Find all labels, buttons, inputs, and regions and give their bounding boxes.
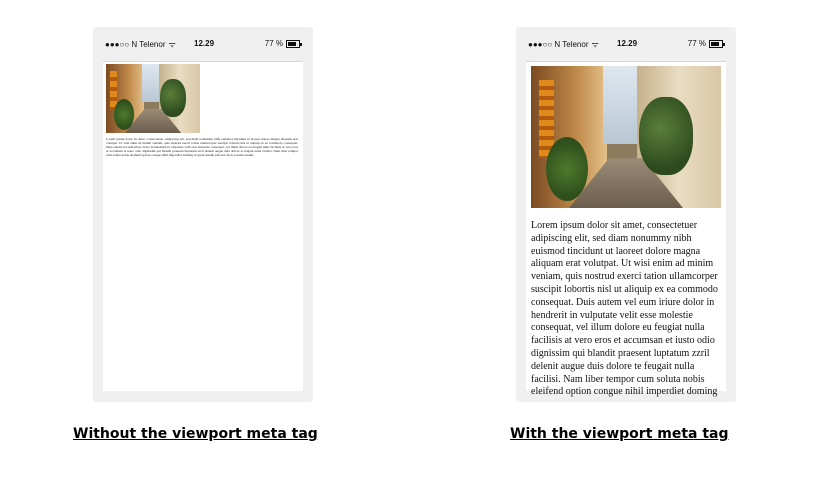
battery-icon xyxy=(286,40,300,48)
battery-percent: 77 % xyxy=(687,39,706,48)
caption-with-viewport[interactable]: With the viewport meta tag xyxy=(510,426,729,442)
wifi-icon: ᯤ xyxy=(591,40,599,49)
caption-without-viewport[interactable]: Without the viewport meta tag xyxy=(73,426,318,442)
carrier-label: ●●●○○ N Telenor ᯤ xyxy=(528,40,599,49)
battery-percent: 77 % xyxy=(264,39,283,48)
alley-photo xyxy=(531,66,721,208)
lorem-paragraph-large: Lorem ipsum dolor sit amet, consectetuer adipiscing elit, sed diam nonummy nibh euismod tincidunt ut laoreet dolore magna aliquam erat volutpat. Ut wisi enim ad minim veniam, quis nostrud exerci tation ullamcorper suscipit lobortis nisl ut aliquip ex ea commodo consequat. Duis autem vel eum iriure dolor in hendrerit in vulputate velit esse molestie consequat, vel illum dolore eu feugiat nulla facilisis at vero eros et accumsan et iusto odio dignissim qui blandit praesent luptatum zzril delenit augue duis dolore te feugait nulla facilisi. Nam liber tempor cum soluta nobis eleifend option congue nihil imperdiet doming xyxy=(531,220,718,398)
carrier-label: ●●●○○ N Telenor ᯤ xyxy=(105,40,176,49)
status-bar xyxy=(93,27,313,59)
alley-photo xyxy=(106,64,200,133)
battery-indicator xyxy=(265,39,300,48)
lorem-paragraph-small: Lorem ipsum dolor sit amet, consectetuer adipiscing elit, sed diam nonummy nibh euismod tincidunt ut laoreet dolore magna aliquam erat volutpat. Ut wisi enim ad minim veniam, quis nostrud exerci tation ullamcorper suscipit lobortis nisl ut aliquip ex ea commodo consequat. Duis autem vel eum iriure dolor in hendrerit in vulputate velit esse molestie consequat, vel illum dolore eu feugiat nulla facilisis at vero eros et accumsan et iusto odio dignissim qui blandit praesent luptatum zzril delenit augue duis dolore te feugait nulla facilisi. Nam liber tempor cum soluta nobis eleifend option congue nihil imperdiet doming id quod mazim placerat facer possim assum. xyxy=(106,137,298,157)
screen-content xyxy=(103,61,303,391)
status-time: 12.29 xyxy=(194,39,215,48)
status-time: 12.29 xyxy=(617,39,638,48)
battery-indicator xyxy=(688,39,723,48)
screen-content xyxy=(526,61,726,398)
status-bar xyxy=(516,27,736,59)
phone-with-viewport xyxy=(516,27,736,402)
wifi-icon: ᯤ xyxy=(168,40,176,49)
battery-icon xyxy=(709,40,723,48)
phone-without-viewport xyxy=(93,27,313,402)
